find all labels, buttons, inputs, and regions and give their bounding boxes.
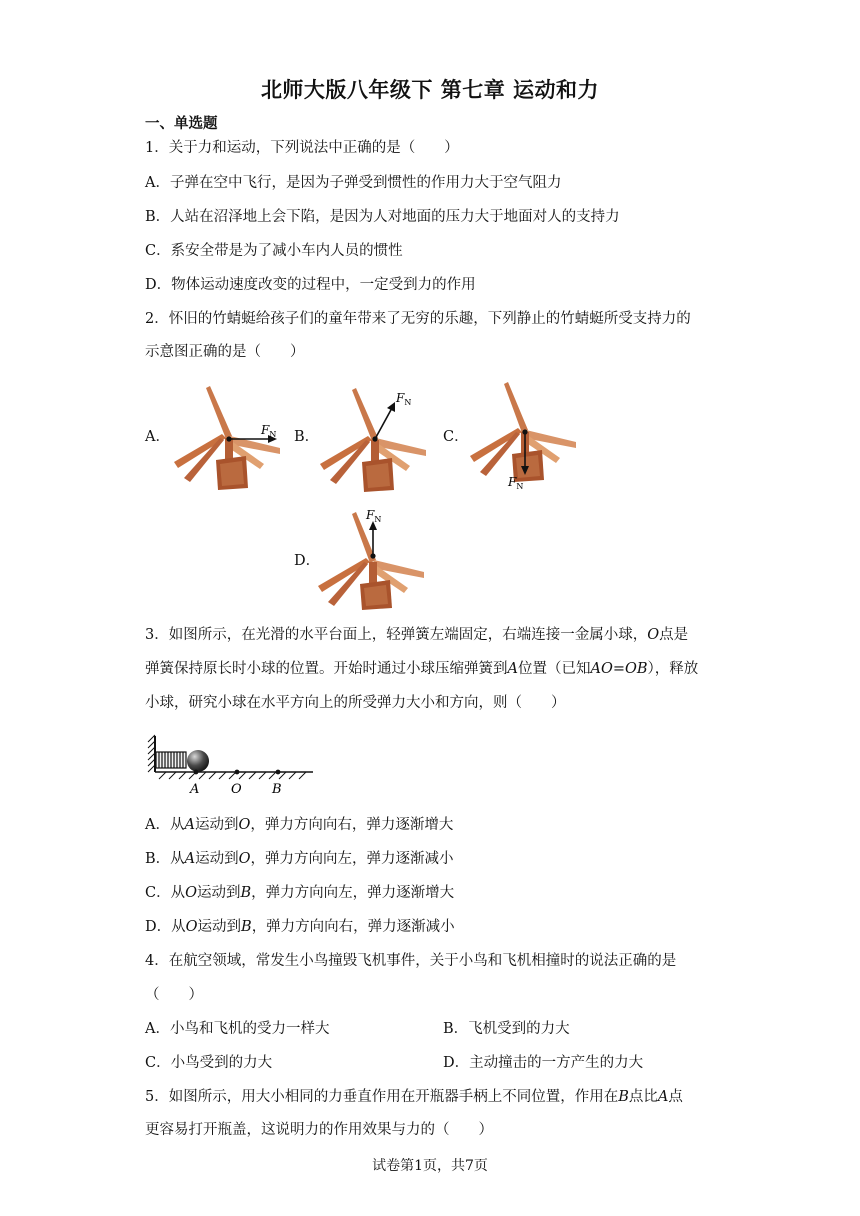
q1-option-d: D．物体运动速度改变的过程中，一定受到力的作用 — [145, 277, 476, 293]
q4-option-b: B．飞机受到的力大 — [443, 1021, 570, 1037]
q1-option-a: A．子弹在空中飞行，是因为子弹受到惯性的作用力大于空气阻力 — [145, 175, 562, 191]
q3-option-c: C．从O运动到B，弹力方向向左，弹力逐渐增大 — [145, 885, 455, 901]
q2-option-b-label: B． — [294, 429, 320, 445]
q2-option-a-label: A． — [145, 429, 170, 445]
spring-ball-figure — [145, 730, 320, 802]
q3-option-a: A．从A运动到O，弹力方向向右，弹力逐渐增大 — [145, 817, 454, 833]
force-label-d: $F_N$ — [366, 508, 382, 524]
point-o-label: O — [231, 782, 242, 797]
q3-option-d: D．从O运动到B，弹力方向向右，弹力逐渐减小 — [145, 919, 455, 935]
force-label-b: $F_N$ — [396, 391, 412, 407]
dragonfly-figure-b — [316, 386, 436, 494]
q4-stem-line1: 4．在航空领域，常发生小鸟撞毁飞机事件，关于小鸟和飞机相撞时的说法正确的是 — [145, 953, 677, 969]
q1-option-c: C．系安全带是为了减小车内人员的惯性 — [145, 243, 403, 259]
q5-stem-line2: 更容易打开瓶盖，这说明力的作用效果与力的（ ） — [145, 1122, 493, 1138]
q5-stem-line1: 5．如图所示，用大小相同的力垂直作用在开瓶器手柄上不同位置，作用在B点比A点 — [145, 1089, 683, 1105]
q2-option-d-label: D． — [294, 553, 321, 569]
q4-stem-line2: （ ） — [145, 987, 203, 1003]
q4-option-a: A．小鸟和飞机的受力一样大 — [145, 1021, 330, 1037]
q3-stem-line2: 弹簧保持原长时小球的位置。开始时通过小球压缩弹簧到A位置（已知AO=OB），释放 — [145, 661, 699, 677]
dragonfly-figure-a — [168, 384, 288, 492]
force-label-c: $F_N$ — [508, 475, 524, 490]
q4-option-c: C．小鸟受到的力大 — [145, 1055, 273, 1071]
section-heading: 一、单选题 — [145, 116, 218, 132]
dragonfly-figure-c — [466, 380, 586, 490]
q2-option-c-label: C． — [443, 429, 469, 445]
q3-stem-line3: 小球，研究小球在水平方向上的所受弹力大小和方向，则（ ） — [145, 695, 566, 711]
q2-stem-line1: 2．怀旧的竹蜻蜓给孩子们的童年带来了无穷的乐趣，下列静止的竹蜻蜓所受支持力的 — [145, 311, 691, 327]
metal-ball — [187, 750, 209, 772]
point-a-label: A — [190, 782, 200, 797]
page-footer: 试卷第1页，共7页 — [372, 1158, 488, 1174]
point-b-label: B — [272, 782, 282, 797]
q3-option-b: B．从A运动到O，弹力方向向左，弹力逐渐减小 — [145, 851, 454, 867]
q2-stem-line2: 示意图正确的是（ ） — [145, 344, 305, 360]
q1-option-b: B．人站在沼泽地上会下陷，是因为人对地面的压力大于地面对人的支持力 — [145, 209, 620, 225]
page-title: 北师大版八年级下 第七章 运动和力 — [260, 78, 600, 102]
q4-option-d: D．主动撞击的一方产生的力大 — [443, 1055, 644, 1071]
dragonfly-figure-d — [316, 508, 436, 612]
force-label-a: $F_N$ — [261, 423, 277, 439]
q1-stem: 1．关于力和运动，下列说法中正确的是（ ） — [145, 140, 459, 156]
q3-stem-line1: 3．如图所示，在光滑的水平台面上，轻弹簧左端固定，右端连接一金属小球，O点是 — [145, 627, 689, 643]
